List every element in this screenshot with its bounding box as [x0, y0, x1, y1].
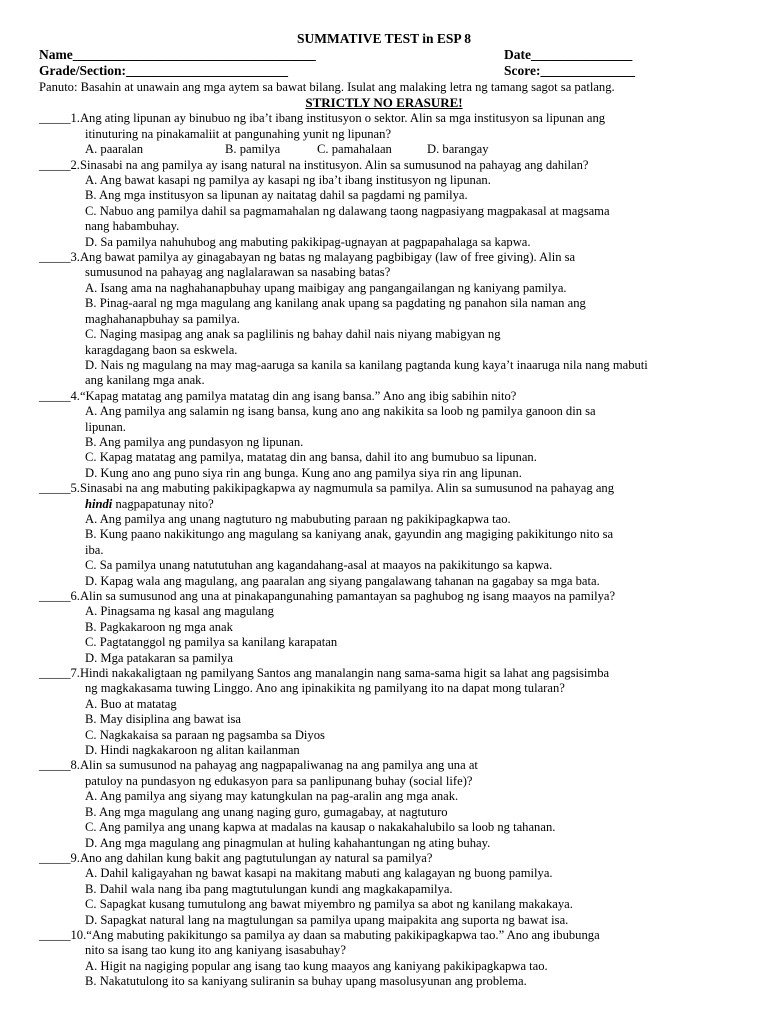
question-text-continued: [39, 497, 729, 512]
option: D. Kapag wala ang magulang, ang paaralan ang siyang pangalawang tahanan na gagabay sa mga bata.: [85, 573, 600, 588]
no-erasure-notice: STRICTLY NO ERASURE!: [305, 95, 463, 111]
question-text: Ang ating lipunan ay binubuo ng iba’t ibang institusyon o sektor. Alin sa mga institusyon sa lipunan ang: [79, 111, 606, 126]
question-text-continued: itinuturing na pinakamaliit at pangunahing yunit ng lipunan?: [85, 126, 392, 141]
answer-blank: _____7.: [39, 666, 80, 681]
option: D. Kung ano ang puno siya rin ang bunga. Kung ano ang pamilya siya rin ang lipunan.: [85, 465, 522, 480]
option: C. Naging masipag ang anak sa paglilinis ng bahay dahil nais niyang mabigyan ng: [85, 327, 501, 342]
question-first-line: [39, 481, 729, 496]
answer-blank: _____8.: [39, 758, 80, 773]
question-2: [39, 158, 729, 250]
option: D. Ang mga magulang ang pinagmulan at huling kahahantungan ng ating buhay.: [85, 835, 491, 850]
option: A. paaralan: [85, 142, 144, 157]
option: B. May disiplina ang bawat isa: [85, 712, 241, 727]
option: karagdagang baon sa eskwela.: [85, 342, 238, 357]
question-first-line: [39, 158, 729, 173]
header-row-2: [39, 63, 729, 79]
option: B. pamilya: [225, 142, 281, 157]
option: B. Pinag-aaral ng mga magulang ang kanilang anak upang sa pagdating ng panahon sila naman ang: [85, 296, 586, 311]
question-text: “Ang mabuting pakikitungo sa pamilya ay daan sa mabuting pakikipagkapwa tao.” Ano ang ibubunga: [86, 927, 600, 942]
question-3: [39, 250, 729, 389]
question-text: Alin sa sumusunod ang una at pinakapangunahing pamantayan sa paghubog ng isang maayos na pamilya?: [79, 589, 616, 603]
question-text-rest: nagpapatunay nito?: [112, 496, 214, 511]
option: D. Hindi nagkakaroon ng alitan kailanman: [85, 743, 300, 758]
question-1: [39, 111, 729, 157]
option: C. pamahalaan: [317, 142, 392, 157]
question-first-line: [39, 851, 729, 866]
question-first-line: [39, 666, 729, 681]
question-text-continued: patuloy na pundasyon ng edukasyon para sa panlipunang buhay (social life)?: [85, 773, 473, 788]
option: B. Kung paano nakikitungo ang magulang sa kaniyang anak, gayundin ang magiging pakikitungo nito sa: [85, 527, 614, 542]
option: A. Higit na nagiging popular ang isang tao kung maayos ang kaniyang pakikipagkapwa tao.: [85, 958, 548, 973]
answer-blank: _____4.: [39, 388, 80, 403]
answer-blank: _____1.: [39, 111, 80, 126]
answer-blank: _____3.: [39, 250, 80, 265]
option: D. Sapagkat natural lang na magtulungan sa pamilya upang maipakita ang suporta ng bawat isa.: [85, 912, 569, 927]
question-7: [39, 666, 729, 758]
emphasis-hindi: hindi: [85, 496, 113, 511]
option: B. Dahil wala nang iba pang magtutulungan kundi ang magkakapamilya.: [85, 881, 453, 896]
options-row: [39, 142, 729, 157]
answer-blank: _____5.: [39, 481, 80, 496]
option: iba.: [85, 542, 104, 557]
option: nang habambuhay.: [85, 219, 180, 234]
option: C. Pagtatanggol ng pamilya sa kanilang karapatan: [85, 635, 338, 650]
answer-blank: _____2.: [39, 157, 80, 172]
answer-blank: _____10.: [39, 927, 87, 942]
option: A. Ang pamilya ang salamin ng isang bansa, kung ano ang nakikita sa loob ng pamilya ganoon din sa: [85, 404, 596, 419]
question-6: [39, 589, 729, 666]
question-first-line: [39, 758, 729, 773]
header-row-1: [39, 47, 729, 63]
question-first-line: [39, 250, 729, 265]
option: maghahanapbuhay sa pamilya.: [85, 311, 240, 326]
option: D. Mga patakaran sa pamilya: [85, 650, 233, 665]
option: C. Nagkakaisa sa paraan ng pagsamba sa Diyos: [85, 727, 325, 742]
question-text: Alin sa sumusunod na pahayag ang nagpapaliwanag na ang pamilya ang una at: [79, 758, 478, 773]
question-text: Sinasabi na ang pamilya ay isang natural na institusyon. Alin sa sumusunod na pahayag ang dahilan?: [79, 157, 589, 172]
option: ang kanilang mga anak.: [85, 373, 205, 388]
question-8: [39, 758, 729, 850]
option: A. Buo at matatag: [85, 696, 177, 711]
question-text: Ano ang dahilan kung bakit ang pagtutulungan ay natural sa pamilya?: [79, 850, 433, 865]
question-text: “Kapag matatag ang pamilya matatag din ang isang bansa.” Ano ang ibig sabihin nito?: [79, 388, 517, 403]
option: C. Nabuo ang pamilya dahil sa pagmamahalan ng dalawang taong nagpasiyang magpakasal at magsama: [85, 203, 610, 218]
option: A. Dahil kaligayahan ng bawat kasapi na makitang mabuti ang kalagayan ng buong pamilya.: [85, 866, 553, 881]
option: D. Nais ng magulang na may mag-aaruga sa kanila sa kanilang pagtanda kung kaya’t inaaruga nila nang mabuti: [85, 357, 648, 372]
option: D. Sa pamilya nahuhubog ang mabuting pakikipag-ugnayan at pagpapahalaga sa kapwa.: [85, 234, 531, 249]
question-4: [39, 389, 729, 481]
option: B. Nakatutulong ito sa kaniyang suliranin sa buhay upang masolusyunan ang problema.: [85, 974, 527, 989]
question-text-continued: sumusunod na pahayag ang naglalarawan sa nasabing batas?: [85, 265, 391, 280]
page-title: SUMMATIVE TEST in ESP 8: [296, 31, 472, 46]
answer-blank: _____6.: [39, 589, 80, 603]
option: C. Kapag matatag ang pamilya, matatag din ang bansa, dahil ito ang bumubuo sa lipunan.: [85, 450, 537, 465]
option: C. Sapagkat kusang tumutulong ang bawat miyembro ng pamilya sa abot ng kanilang makakaya.: [85, 897, 573, 912]
option: B. Ang pamilya ang pundasyon ng lipunan.: [85, 434, 304, 449]
grade-section-field: Grade/Section:________________________: [39, 63, 288, 78]
question-10: [39, 928, 729, 990]
question-text: Sinasabi na ang mabuting pakikipagkapwa ay nagmumula sa pamilya. Alin sa sumusunod na pahayag ang: [79, 481, 615, 496]
question-5: [39, 481, 729, 589]
test-page: [39, 30, 729, 990]
option: B. Pagkakaroon ng mga anak: [85, 619, 233, 634]
question-first-line: [39, 928, 729, 943]
option: D. barangay: [427, 142, 489, 157]
question-first-line: [39, 389, 729, 404]
option: A. Isang ama na naghahanapbuhay upang maibigay ang pangangailangan ng kaniyang pamilya.: [85, 280, 567, 295]
option: C. Sa pamilya unang natututuhan ang kagandahang-asal at maayos na pakikitungo sa kapwa.: [85, 558, 553, 573]
instructions: Panuto: Basahin at unawain ang mga aytem sa bawat bilang. Isulat ang malaking letra ng tamang sagot sa patlang.: [39, 80, 615, 94]
option: A. Ang pamilya ang siyang may katungkulan na pag-aralin ang mga anak.: [85, 789, 459, 804]
option: B. Ang mga magulang ang unang naging guro, gumagabay, at nagtuturo: [85, 804, 448, 819]
question-text: Ang bawat pamilya ay ginagabayan ng batas ng malayang pagbibigay (law of free giving). Alin sa: [79, 250, 576, 265]
question-text-continued: nito sa isang tao kung ito ang kaniyang isasabuhay?: [85, 943, 346, 958]
question-text: Hindi nakakaligtaan ng pamilyang Santos ang manalangin nang sama-sama higit sa lahat ang pagsisimba: [79, 666, 610, 681]
option: A. Ang bawat kasapi ng pamilya ay kasapi ng iba’t ibang institusyon ng lipunan.: [85, 173, 491, 188]
score-field: Score:______________: [504, 63, 635, 78]
question-text-continued: ng magkakasama tuwing Linggo. Ano ang ipinakikita ng pamilyang ito na dapat mong tularan?: [85, 681, 565, 696]
answer-blank: _____9.: [39, 850, 80, 865]
option: C. Ang pamilya ang unang kapwa at madalas na kausap o nakakahalubilo sa loob ng tahanan.: [85, 820, 556, 835]
question-list: [39, 111, 729, 989]
option: lipunan.: [85, 419, 126, 434]
date-field: Date_______________: [504, 47, 633, 62]
option: A. Ang pamilya ang unang nagtuturo ng mabubuting paraan ng pakikipagkapwa tao.: [85, 511, 511, 526]
question-9: [39, 851, 729, 928]
option: B. Ang mga institusyon sa lipunan ay naitatag dahil sa pagdami ng pamilya.: [85, 188, 468, 203]
question-first-line: [39, 111, 729, 126]
name-field: Name____________________________________: [39, 47, 316, 62]
option: A. Pinagsama ng kasal ang magulang: [85, 604, 274, 619]
question-first-line: [39, 589, 729, 604]
